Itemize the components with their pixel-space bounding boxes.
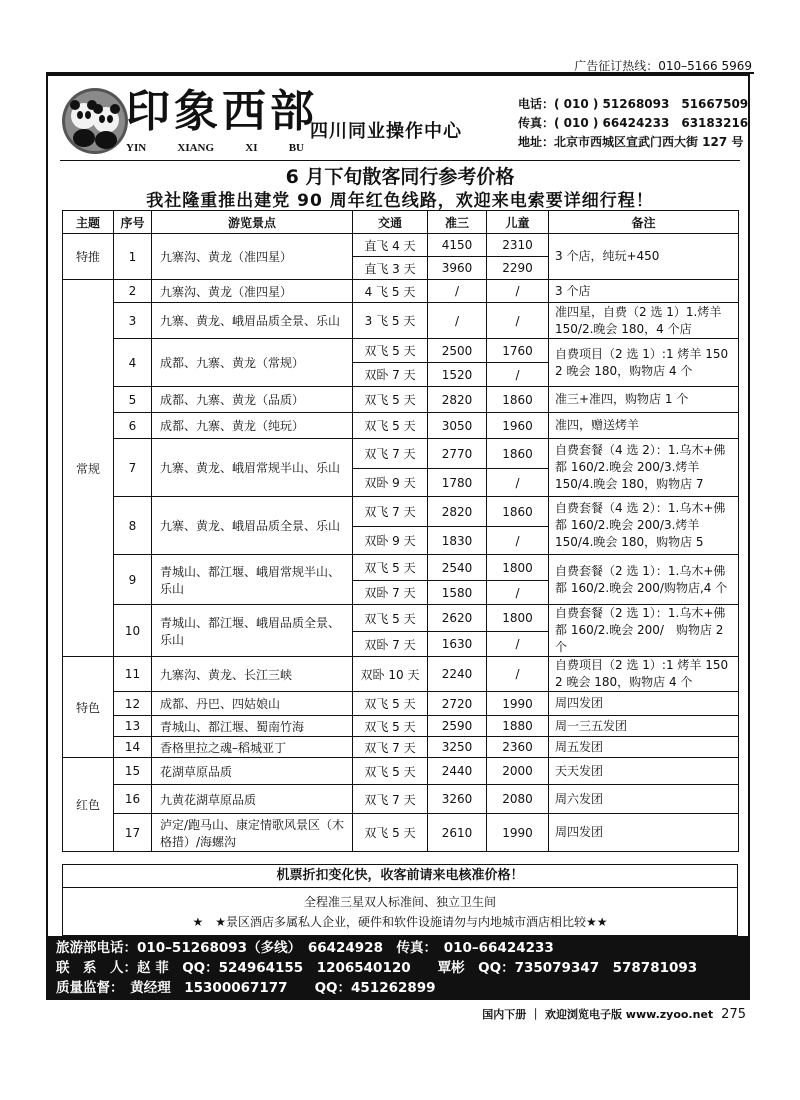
adult-price-cell: 2610 bbox=[428, 814, 487, 852]
child-price-cell: 1860 bbox=[487, 439, 549, 469]
destination-cell: 成都、丹巴、四姑娘山 bbox=[152, 692, 353, 716]
table-row bbox=[63, 555, 739, 581]
transport-cell: 双飞 5 天 bbox=[353, 339, 428, 363]
child-price-cell: / bbox=[487, 363, 549, 387]
row-number: 17 bbox=[114, 814, 152, 852]
notes-cell: 周五发团 bbox=[549, 737, 739, 758]
table-row bbox=[63, 280, 739, 303]
price-table bbox=[62, 210, 739, 852]
destination-cell: 成都、九寨、黄龙（纯玩） bbox=[152, 413, 353, 439]
destination-cell: 九寨沟、黄龙（准四星） bbox=[152, 280, 353, 303]
table-row bbox=[63, 303, 739, 339]
destination-cell: 泸定/跑马山、康定情歌风景区（木格措）/海螺沟 bbox=[152, 814, 353, 852]
adult-price-cell: 2500 bbox=[428, 339, 487, 363]
child-price-cell: / bbox=[487, 280, 549, 303]
page-subtitle: 我社隆重推出建党 90 周年红色线路，欢迎来电索要详细行程！ bbox=[146, 191, 654, 211]
row-number: 3 bbox=[114, 303, 152, 339]
notes-cell: 周四发团 bbox=[549, 692, 739, 716]
page-number: 275 bbox=[721, 1007, 746, 1022]
brand-pinyin bbox=[126, 142, 304, 154]
destination-cell: 九寨、黄龙、峨眉常规半山、乐山 bbox=[152, 439, 353, 497]
transport-cell: 双飞 5 天 bbox=[353, 413, 428, 439]
row-number: 12 bbox=[114, 692, 152, 716]
transport-cell: 3 飞 5 天 bbox=[353, 303, 428, 339]
child-price-cell: / bbox=[487, 469, 549, 497]
child-price-cell: / bbox=[487, 632, 549, 657]
transport-cell: 双飞 7 天 bbox=[353, 785, 428, 814]
brand-name: 印象西部 bbox=[126, 86, 318, 137]
notes-cell: 自费项目（2 选 1）:1 烤羊 150 2 晚会 180，购物店 4 个 bbox=[549, 339, 739, 387]
standards-line-1: 全程准三星双人标准间、独立卫生间 bbox=[303, 895, 496, 909]
row-number: 14 bbox=[114, 737, 152, 758]
transport-cell: 双卧 10 天 bbox=[353, 657, 428, 692]
footer-supervision-line: 质量监督： 黄经理 15300067177 QQ：451262899 bbox=[56, 980, 436, 996]
price-table-body bbox=[63, 234, 739, 852]
transport-cell: 双飞 5 天 bbox=[353, 692, 428, 716]
row-number: 4 bbox=[114, 339, 152, 387]
contact-footer-bar bbox=[48, 936, 748, 998]
adult-price-cell: 2440 bbox=[428, 758, 487, 785]
transport-cell: 双飞 7 天 bbox=[353, 737, 428, 758]
contact-fax: 传真：( 010 ) 66424233 63183216 bbox=[518, 116, 749, 130]
table-row bbox=[63, 234, 739, 257]
transport-cell: 双飞 5 天 bbox=[353, 716, 428, 737]
category-cell: 常规 bbox=[63, 280, 114, 657]
pinyin-4: BU bbox=[288, 142, 304, 154]
table-header-row bbox=[63, 211, 739, 234]
child-price-cell: 1860 bbox=[487, 497, 549, 527]
transport-cell: 双飞 5 天 bbox=[353, 387, 428, 413]
destination-cell: 九寨沟、黄龙（准四星） bbox=[152, 234, 353, 280]
header-transport: 交通 bbox=[353, 211, 428, 234]
transport-cell: 双飞 7 天 bbox=[353, 439, 428, 469]
adult-price-cell: 2240 bbox=[428, 657, 487, 692]
transport-cell: 双卧 7 天 bbox=[353, 581, 428, 605]
child-price-cell: 1800 bbox=[487, 605, 549, 632]
footer-phone-line: 旅游部电话：010–51268093（多线） 66424928 传真： 010–66424233 bbox=[56, 940, 554, 956]
transport-cell: 4 飞 5 天 bbox=[353, 280, 428, 303]
notes-cell: 天天发团 bbox=[549, 758, 739, 785]
row-number: 16 bbox=[114, 785, 152, 814]
row-number: 6 bbox=[114, 413, 152, 439]
notes-cell: 自费套餐（4 选 2）：1.乌木+佛都 160/2.晚会 200/3.烤羊 150/4.晚会 180，购物店 5 bbox=[549, 497, 739, 555]
row-number: 5 bbox=[114, 387, 152, 413]
destination-cell: 成都、九寨、黄龙（品质） bbox=[152, 387, 353, 413]
adult-price-cell: / bbox=[428, 303, 487, 339]
adult-price-cell: 3050 bbox=[428, 413, 487, 439]
notes-cell: 准四，赠送烤羊 bbox=[549, 413, 739, 439]
pinyin-1: YIN bbox=[126, 142, 147, 154]
table-row bbox=[63, 692, 739, 716]
pinyin-2: XIANG bbox=[177, 142, 215, 154]
transport-cell: 双飞 7 天 bbox=[353, 497, 428, 527]
adult-price-cell: 1780 bbox=[428, 469, 487, 497]
row-number: 2 bbox=[114, 280, 152, 303]
child-price-cell: 2310 bbox=[487, 234, 549, 257]
destination-cell: 青城山、都江堰、峨眉品质全景、乐山 bbox=[152, 605, 353, 657]
destination-cell: 花湖草原品质 bbox=[152, 758, 353, 785]
destination-cell: 九寨、黄龙、峨眉品质全景、乐山 bbox=[152, 497, 353, 555]
adult-price-cell: 2590 bbox=[428, 716, 487, 737]
adult-price-cell: 1630 bbox=[428, 632, 487, 657]
notes-cell: 准四星，自费（2 选 1）1.烤羊 150/2.晚会 180，4 个店 bbox=[549, 303, 739, 339]
contact-block bbox=[518, 95, 748, 152]
transport-cell: 直飞 4 天 bbox=[353, 234, 428, 257]
child-price-cell: / bbox=[487, 581, 549, 605]
table-row bbox=[63, 758, 739, 785]
pinyin-3: XI bbox=[245, 142, 258, 154]
child-price-cell: 1800 bbox=[487, 555, 549, 581]
child-price-cell: 1990 bbox=[487, 814, 549, 852]
adult-price-cell: 2720 bbox=[428, 692, 487, 716]
destination-cell: 香格里拉之魂–稻城亚丁 bbox=[152, 737, 353, 758]
page-title: 6 月下旬散客同行参考价格 bbox=[285, 166, 515, 188]
adult-price-cell: 2820 bbox=[428, 387, 487, 413]
category-cell: 特推 bbox=[63, 234, 114, 280]
header-adult-price: 准三 bbox=[428, 211, 487, 234]
child-price-cell: 1880 bbox=[487, 716, 549, 737]
transport-cell: 双飞 5 天 bbox=[353, 758, 428, 785]
destination-cell: 青城山、都江堰、峨眉常规半山、乐山 bbox=[152, 555, 353, 605]
adult-price-cell: 1520 bbox=[428, 363, 487, 387]
table-row bbox=[63, 413, 739, 439]
table-row bbox=[63, 439, 739, 469]
category-cell: 红色 bbox=[63, 758, 114, 852]
table-row bbox=[63, 605, 739, 632]
transport-cell: 双飞 5 天 bbox=[353, 605, 428, 632]
table-row bbox=[63, 497, 739, 527]
child-price-cell: 2000 bbox=[487, 758, 549, 785]
transport-cell: 双卧 9 天 bbox=[353, 469, 428, 497]
notes-cell: 周四发团 bbox=[549, 814, 739, 852]
header-dest: 游览景点 bbox=[152, 211, 353, 234]
destination-cell: 九寨沟、黄龙、长江三峡 bbox=[152, 657, 353, 692]
notes-cell: 自费套餐（2 选 1）：1.乌木+佛都 160/2.晚会 200/ 购物店 2 个 bbox=[549, 605, 739, 657]
destination-cell: 成都、九寨、黄龙（常规） bbox=[152, 339, 353, 387]
table-row bbox=[63, 814, 739, 852]
transport-cell: 双飞 5 天 bbox=[353, 814, 428, 852]
center-name: 四川同业操作中心 bbox=[310, 121, 462, 142]
footer-site-text: 国内下册 ｜ 欢迎浏览电子版 www.zyoo.net bbox=[482, 1008, 714, 1021]
notes-cell: 周六发团 bbox=[549, 785, 739, 814]
child-price-cell: 2290 bbox=[487, 257, 549, 280]
transport-cell: 双飞 5 天 bbox=[353, 555, 428, 581]
adult-price-cell: 1580 bbox=[428, 581, 487, 605]
adult-price-cell: 4150 bbox=[428, 234, 487, 257]
child-price-cell: 1960 bbox=[487, 413, 549, 439]
child-price-cell: / bbox=[487, 527, 549, 555]
row-number: 1 bbox=[114, 234, 152, 280]
notes-cell: 自费项目（2 选 1）:1 烤羊 150 2 晚会 180，购物店 4 个 bbox=[549, 657, 739, 692]
row-number: 9 bbox=[114, 555, 152, 605]
adult-price-cell: 3250 bbox=[428, 737, 487, 758]
header-divider bbox=[60, 160, 740, 161]
table-row bbox=[63, 737, 739, 758]
destination-cell: 青城山、都江堰、蜀南竹海 bbox=[152, 716, 353, 737]
child-price-cell: 1760 bbox=[487, 339, 549, 363]
row-number: 8 bbox=[114, 497, 152, 555]
standards-line-2: ★ ★景区酒店多属私人企业，硬件和软件设施请勿与内地城市酒店相比较★★ bbox=[192, 915, 608, 929]
adult-price-cell: / bbox=[428, 280, 487, 303]
header-child-price: 儿童 bbox=[487, 211, 549, 234]
row-number: 15 bbox=[114, 758, 152, 785]
notes-cell: 周一三五发团 bbox=[549, 716, 739, 737]
row-number: 13 bbox=[114, 716, 152, 737]
adult-price-cell: 2620 bbox=[428, 605, 487, 632]
page-footer bbox=[482, 1006, 746, 1022]
adult-price-cell: 2540 bbox=[428, 555, 487, 581]
adult-price-cell: 3960 bbox=[428, 257, 487, 280]
transport-cell: 双卧 7 天 bbox=[353, 363, 428, 387]
child-price-cell: / bbox=[487, 657, 549, 692]
transport-cell: 双卧 7 天 bbox=[353, 632, 428, 657]
child-price-cell: 1990 bbox=[487, 692, 549, 716]
footer-contact-line: 联 系 人：赵 菲 QQ：524964155 1206540120 覃彬 QQ：735079347 578781093 bbox=[56, 960, 698, 976]
contact-phone: 电话：( 010 ) 51268093 51667509 bbox=[518, 97, 749, 111]
header-notes: 备注 bbox=[549, 211, 739, 234]
transport-cell: 直飞 3 天 bbox=[353, 257, 428, 280]
child-price-cell: 1860 bbox=[487, 387, 549, 413]
header-theme: 主题 bbox=[63, 211, 114, 234]
table-row bbox=[63, 657, 739, 692]
transport-cell: 双卧 9 天 bbox=[353, 527, 428, 555]
ad-hotline: 广告征订热线：010–5166 5969 bbox=[574, 59, 752, 73]
destination-cell: 九黄花湖草原品质 bbox=[152, 785, 353, 814]
notes-cell: 准三+准四，购物店 1 个 bbox=[549, 387, 739, 413]
price-notice: 机票折扣变化快，收客前请来电核准价格！ bbox=[62, 864, 738, 888]
notes-cell: 自费套餐（2 选 1）：1.乌木+佛都 160/2.晚会 200/购物店,4 个 bbox=[549, 555, 739, 605]
row-number: 10 bbox=[114, 605, 152, 657]
table-row bbox=[63, 716, 739, 737]
category-cell: 特色 bbox=[63, 657, 114, 758]
child-price-cell: 2080 bbox=[487, 785, 549, 814]
header-no: 序号 bbox=[114, 211, 152, 234]
child-price-cell: / bbox=[487, 303, 549, 339]
table-row bbox=[63, 387, 739, 413]
contact-address: 地址：北京市西城区宣武门西大街 127 号 bbox=[518, 135, 744, 149]
notes-cell: 3 个店，纯玩+450 bbox=[549, 234, 739, 280]
accommodation-notice bbox=[62, 888, 738, 936]
child-price-cell: 2360 bbox=[487, 737, 549, 758]
row-number: 7 bbox=[114, 439, 152, 497]
table-row bbox=[63, 785, 739, 814]
table-row bbox=[63, 339, 739, 363]
notes-cell: 3 个店 bbox=[549, 280, 739, 303]
panda-logo-icon bbox=[60, 86, 130, 156]
destination-cell: 九寨、黄龙、峨眉品质全景、乐山 bbox=[152, 303, 353, 339]
adult-price-cell: 3260 bbox=[428, 785, 487, 814]
notes-cell: 自费套餐（4 选 2）：1.乌木+佛都 160/2.晚会 200/3.烤羊 150/4.晚会 180，购物店 7 bbox=[549, 439, 739, 497]
adult-price-cell: 2770 bbox=[428, 439, 487, 469]
adult-price-cell: 2820 bbox=[428, 497, 487, 527]
row-number: 11 bbox=[114, 657, 152, 692]
adult-price-cell: 1830 bbox=[428, 527, 487, 555]
